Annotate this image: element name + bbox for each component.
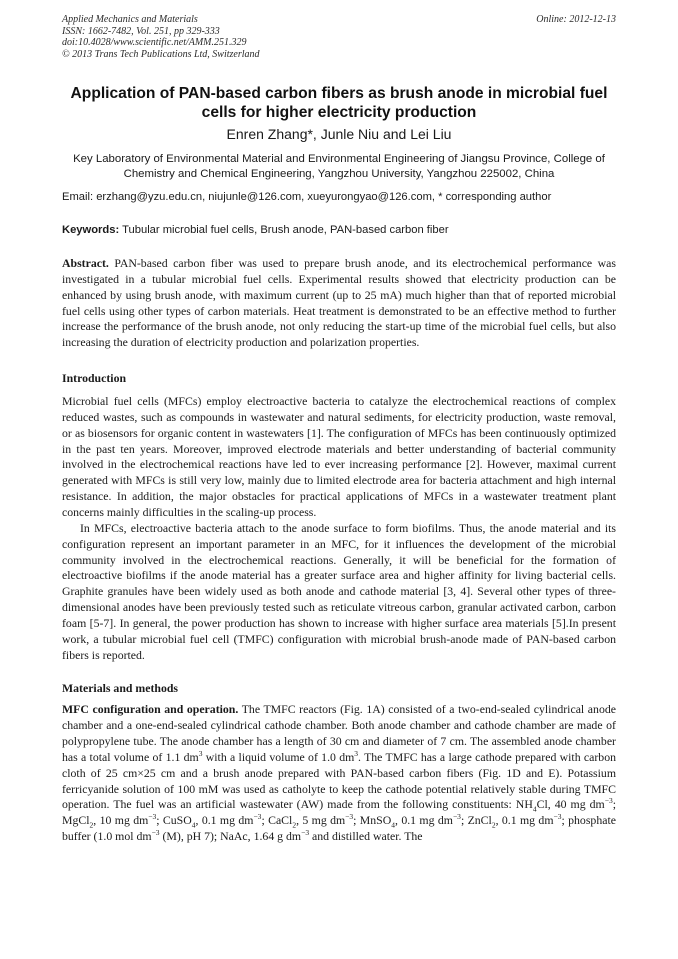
abstract-label: Abstract.	[62, 256, 109, 270]
introduction-paragraph-2: In MFCs, electroactive bacteria attach to the anode surface to form biofilms. Thus, the anode material and its configuration represent an important parameter in an MFC, for it influences the development of the microbial community involved in the electrochemical reactions. Generally, it will be beneficial for the formation of electroactive biofilms if the anode material has a greater surface area and higher affinity for living bacterial cells. Graphite granules have been widely used as both anode and cathode material [3, 4]. Several other types of three-dimensional anodes have been previously tested such as reticulate vitreous carbon, granular activated carbon, carbon foam [5-7]. In general, the power production has shown to increase with higher surface area materials [5].In present work, a tubular microbial fuel cell (TMFC) configuration with microbial brush-anode made of PAN-based carbon fibers is reported.	[62, 520, 616, 662]
paper-page	[62, 14, 616, 845]
introduction-paragraph-1: Microbial fuel cells (MFCs) employ electroactive bacteria to catalyze the electrochemical reactions of complex reduced wastes, such as compounds in wastewater and natural sediments, for electricity production, waste removal, or as biosensors for organic content in wastewaters [1]. The configuration of MFCs has been continuously optimized in the past ten years. Moreover, improved electrode materials and better understanding of bacterial community involved in the electrochemical reactions have led to ever increasing performance [2]. However, maximal current generated with MFCs is still very low, mainly due to limited electrode area for bacteria attachment and high internal resistance. In addition, the major obstacles for practical applications of MFCs in a wastewater treatment plant concerns mainly difficulties in the scaling-up process.	[62, 394, 616, 519]
online-date: Online: 2012-12-13	[536, 14, 616, 25]
paper-title: Application of PAN-based carbon fibers as brush anode in microbial fuel cells for higher electricity production	[70, 85, 608, 121]
abstract-text: PAN-based carbon fiber was used to prepare brush anode, and its electrochemical performance was investigated in a tubular microbial fuel cells. Experimental results showed that electricity production can be enhanced by using brush anode, with maximum current (up to 25 mA) much higher than that of reported microbial fuel cells using other types of carbon materials. Heat treatment is demonstrated to be an effective method to further increase the performance of the brush anode, not only reducing the start-up time of the microbial fuel cells, but also increasing the duration of electricity production and polarization properties.	[62, 256, 617, 350]
methods-paragraph: MFC configuration and operation. The TMFC reactors (Fig. 1A) consisted of a two-end-sealed cylindrical anode chamber and a one-end-sealed cylindrical cathode chamber. Both anode chamber and cathode chamber are made of polypropylene tube. The anode chamber has a length of 30 cm and diameter of 7 cm. The assembled anode chamber has a total volume of 1.1 $dm^3$ with a liquid volume of 1.0 $dm^3$. The TMFC has a large cathode prepared with carbon cloth of 25 cm×25 cm and a brush anode prepared with PAN-based carbon fibers (Fig. 1D and E). Potassium ferricyanide solution of 100 mM was used as catholyte to keep the cathode potential relatively stable during TMFC operation. The fuel was an artificial wastewater (AW) made from the following constituents: $NH_4Cl$, 40 mg $dm^{-3}$; MgCl$_2$, 10 mg $dm^{-3}$; CuSO$_4$, 0.1 mg $dm^{-3}$; CaCl$_2$, 5 mg $dm^{-3}$; MnSO$_4$, 0.1 mg $dm^{-3}$; ZnCl$_2$, 0.1 mg $dm^{-3}$; phosphate buffer (1.0 mol $dm^{-3}$ (M), pH 7); NaAc, 1.64 g $dm^{-3}$ and distilled water. The	[62, 702, 616, 844]
keywords-text: Tubular microbial fuel cells, Brush anode, PAN-based carbon fiber	[122, 224, 449, 236]
keywords-label: Keywords:	[62, 224, 120, 236]
methods-heading: Materials and methods	[62, 681, 178, 696]
methods-subheading: MFC configuration and operation.	[62, 702, 239, 717]
abstract	[62, 256, 616, 351]
keywords	[62, 223, 616, 237]
journal-name: Applied Mechanics and Materials	[62, 14, 198, 25]
issn-line: ISSN: 1662-7482, Vol. 251, pp 329-333	[62, 25, 220, 37]
author-emails: Email: erzhang@yzu.edu.cn, niujunle@126.com, xueyurongyao@126.com, * corresponding author	[62, 191, 552, 203]
running-header	[62, 14, 616, 60]
doi-line: doi:10.4028/www.scientific.net/AMM.251.329	[62, 37, 247, 48]
introduction-heading: Introduction	[62, 371, 127, 386]
paper-authors: Enren Zhang*, Junle Niu and Lei Liu	[226, 126, 452, 142]
copyright-line: © 2013 Trans Tech Publications Ltd, Switzerland	[62, 48, 260, 60]
author-affiliation: Key Laboratory of Environmental Material and Environmental Engineering of Jiangsu Province, College of Chemistry and Chemical Engineering, Yangzhou University, Yangzhou 225002, China	[73, 153, 605, 180]
